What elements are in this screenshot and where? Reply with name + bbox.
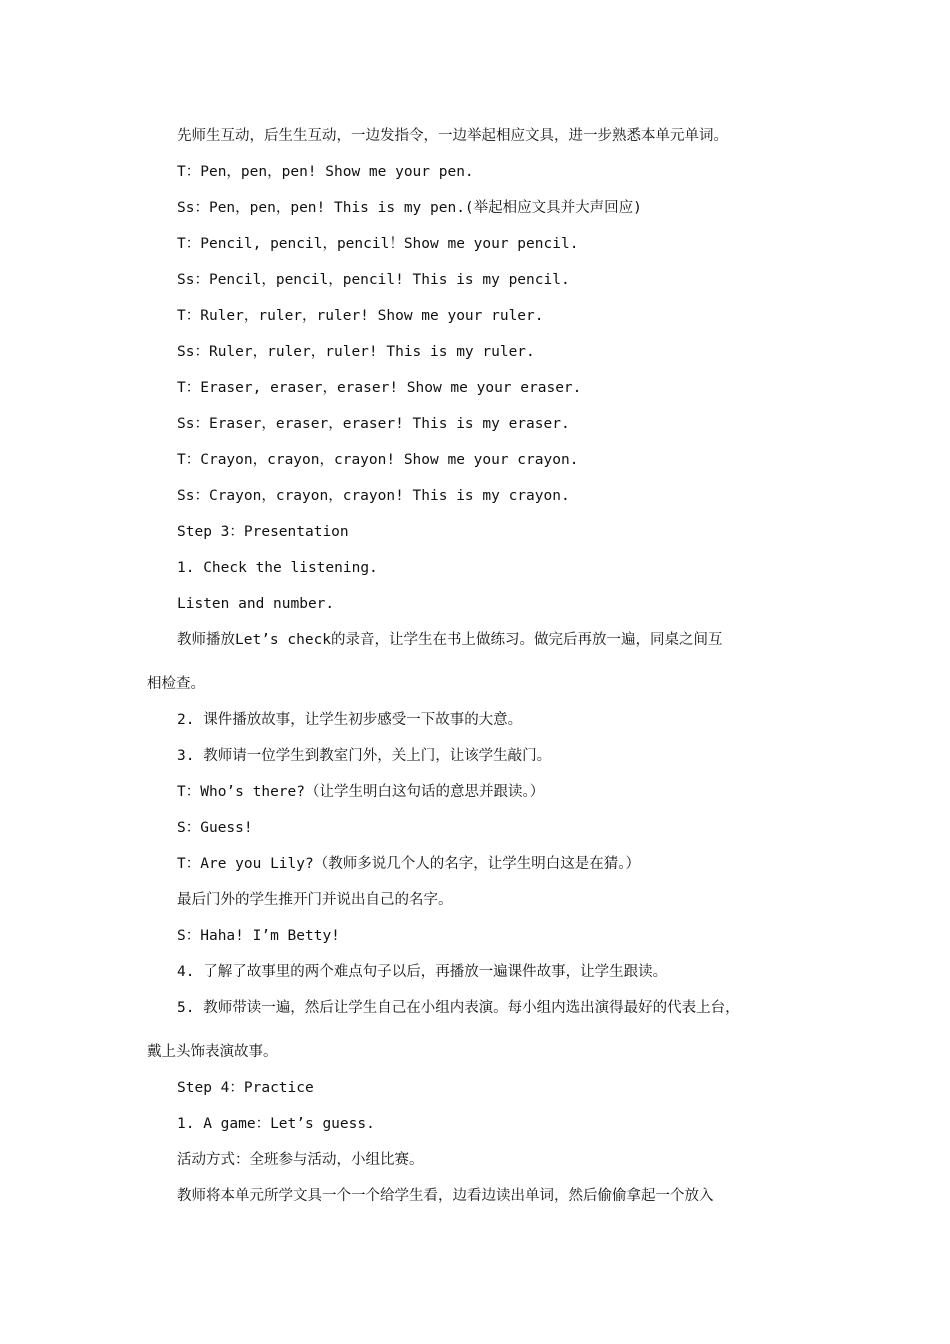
dialogue-line: T：Eraser, eraser，eraser! Show me your eraser. [177,380,582,396]
list-item: 2. 课件播放故事，让学生初步感受一下故事的大意。 [177,712,523,728]
paragraph-line: 最后门外的学生推开门并说出自己的名字。 [177,892,453,908]
paragraph-continuation: 相检查。 [147,676,205,692]
paragraph-line: 先师生互动，后生生互动，一边发指令，一边举起相应文具，进一步熟悉本单元单词。 [177,128,728,144]
dialogue-line: Ss：Pen，pen，pen! This is my pen.(举起相应文具并大声回应) [177,200,642,216]
list-item: 1. A game：Let’s guess. [177,1116,375,1132]
dialogue-line: Ss：Crayon，crayon，crayon! This is my crayon. [177,488,570,504]
list-item: 5. 教师带读一遍，然后让学生自己在小组内表演。每小组内选出演得最好的代表上台， [177,1000,740,1016]
document-body [147,122,817,1218]
dialogue-line: T：Crayon，crayon，crayon! Show me your crayon. [177,452,579,468]
dialogue-line: Ss：Ruler，ruler，ruler! This is my ruler. [177,344,535,360]
paragraph-line: 教师将本单元所学文具一个一个给学生看，边看边读出单词，然后偷偷拿起一个放入 [177,1188,714,1204]
paragraph-line: 活动方式：全班参与活动，小组比赛。 [177,1152,424,1168]
paragraph-line: 教师播放Let’s check的录音，让学生在书上做练习。做完后再放一遍，同桌之间互 [177,632,723,648]
paragraph-line: Listen and number. [177,596,335,612]
dialogue-line: Ss：Pencil，pencil，pencil! This is my pencil. [177,272,570,288]
paragraph-continuation: 戴上头饰表演故事。 [147,1044,278,1060]
dialogue-line: S：Haha! I’m Betty! [177,928,340,944]
dialogue-line: T：Pen，pen，pen! Show me your pen. [177,164,474,180]
dialogue-line: S：Guess! [177,820,253,836]
step-heading: Step 3：Presentation [177,524,349,540]
step-heading: Step 4：Practice [177,1080,314,1096]
dialogue-line: T：Who’s there?（让学生明白这句话的意思并跟读。） [177,784,545,800]
list-item: 4. 了解了故事里的两个难点句子以后，再播放一遍课件故事，让学生跟读。 [177,964,668,980]
list-item: 3. 教师请一位学生到教室门外，关上门，让该学生敲门。 [177,748,552,764]
dialogue-line: T：Are you Lily?（教师多说几个人的名字，让学生明白这是在猜。） [177,856,640,872]
dialogue-line: Ss：Eraser，eraser，eraser! This is my eraser. [177,416,570,432]
list-item: 1. Check the listening. [177,560,378,576]
dialogue-line: T：Pencil, pencil，pencil！Show me your pencil. [177,236,579,252]
dialogue-line: T：Ruler，ruler，ruler! Show me your ruler. [177,308,544,324]
